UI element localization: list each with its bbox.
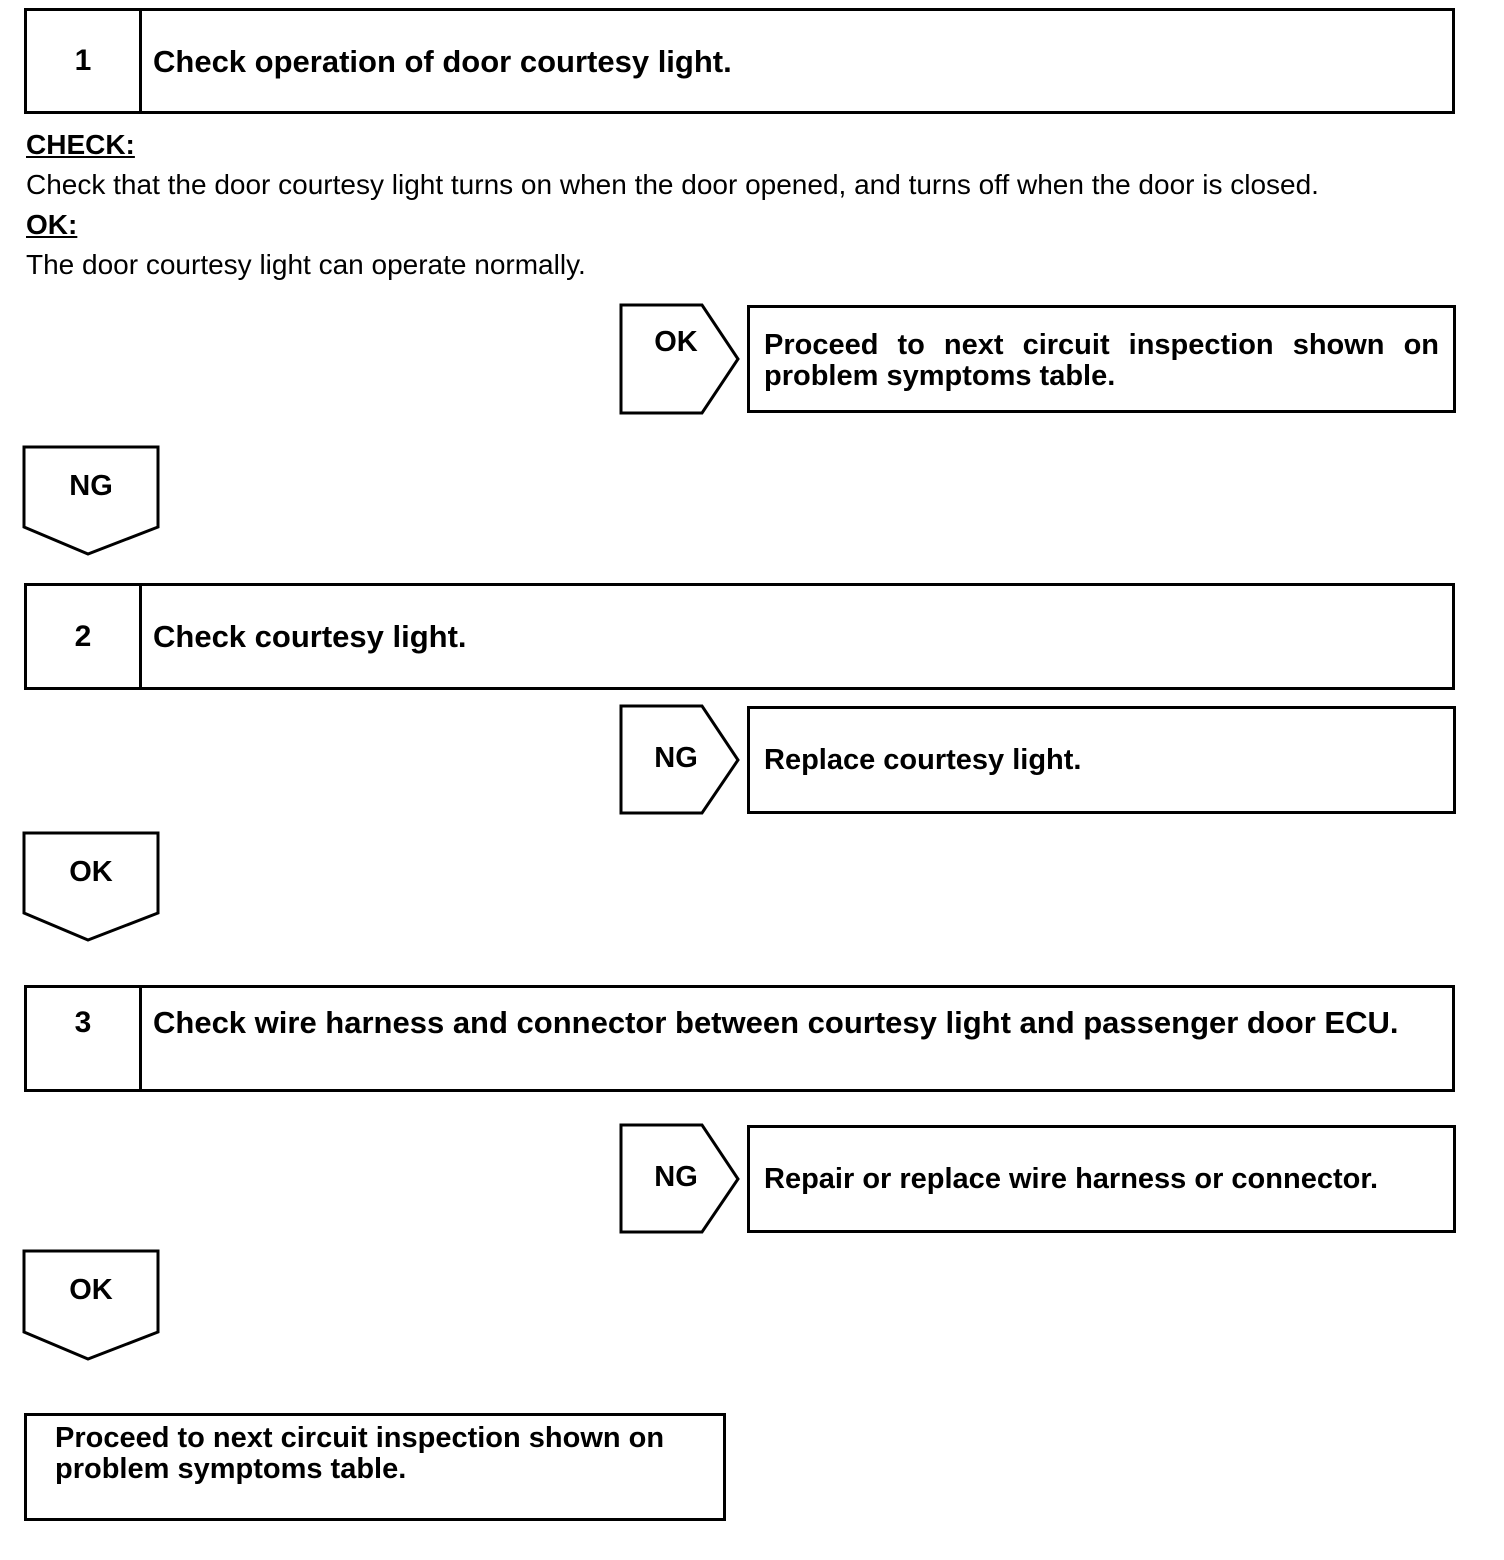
branch-3-label: NG [654,1161,698,1193]
ok-text: The door courtesy light can operate normally. [26,249,586,280]
check-label: CHECK: [26,129,135,160]
branch-1-result-text: Proceed to next circuit inspection shown on problem symptoms table. [764,329,1439,392]
branch-2-result-text: Replace courtesy light. [764,744,1082,776]
branch-2-result-box [747,706,1456,814]
step-3-box [24,985,1455,1092]
step-2-number: 2 [27,586,142,687]
check-text: Check that the door courtesy light turns on when the door opened, and turns off when the door is closed. [26,169,1319,200]
step-2-box [24,583,1455,690]
final-result-text: Proceed to next circuit inspection shown on problem symptoms table. [55,1422,665,1485]
step-1-number: 1 [27,11,142,111]
down-arrow-3-label: OK [69,1274,113,1306]
branch-3-result-box [747,1125,1456,1233]
ok-label: OK: [26,209,78,240]
branch-1-right-arrow [621,305,738,413]
step-1-title: Check operation of door courtesy light. [153,44,732,79]
step-3-title: Check wire harness and connector between courtesy light and passenger door ECU. [153,1005,1399,1040]
down-arrow-1-label: NG [69,470,113,502]
branch-3-result-text: Repair or replace wire harness or connector. [764,1163,1379,1195]
branch-2-label: NG [654,742,698,774]
step-3-number: 3 [27,988,142,1089]
down-arrow-2-label: OK [69,856,113,888]
branch-1-label: OK [654,326,698,358]
branch-1-result-box [747,305,1456,413]
step-2-title: Check courtesy light. [153,619,467,654]
final-result-box [24,1413,726,1521]
